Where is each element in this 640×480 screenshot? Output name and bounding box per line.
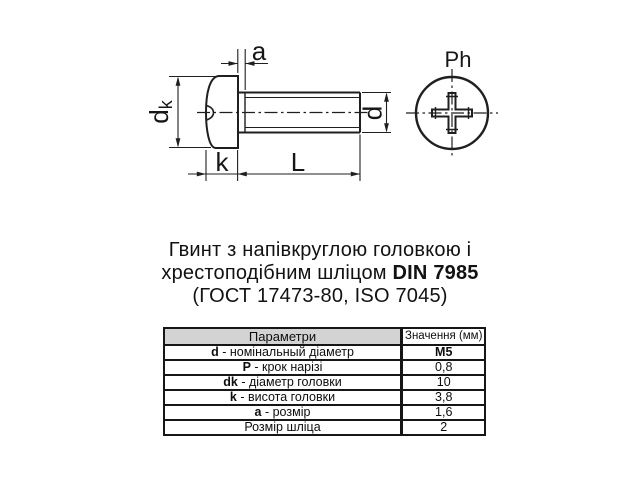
table-row (164, 420, 485, 435)
dim-label-d-main: d (357, 105, 388, 121)
spec-table-body (164, 345, 485, 435)
param-symbol: dk (223, 375, 238, 389)
dimension-d (358, 93, 392, 133)
dim-label-dk-sub: k (156, 100, 176, 110)
title-line-2-regular: хрестоподібним шліцом (161, 262, 387, 284)
param-symbol: k (229, 390, 237, 404)
dim-k-arrow (197, 172, 206, 177)
param-column-header: Параметри (164, 328, 402, 345)
title-standard-number: DIN 7985 (392, 262, 479, 284)
param-cell: k - висота головки (164, 390, 402, 405)
dim-label-L: L (290, 147, 306, 177)
title-block (0, 239, 640, 308)
table-row (164, 360, 485, 375)
head-center-lines (406, 69, 498, 157)
dim-dk-arrow-top (176, 77, 181, 86)
param-cell: Розмір шліца (164, 420, 402, 435)
dim-label-dk-main: d (144, 109, 174, 124)
table-row (164, 390, 485, 405)
dim-L-arrow-right (351, 172, 360, 177)
title-line-3: (ГОСТ 17473-80, ISO 7045) (192, 285, 448, 307)
dim-label-d (358, 106, 388, 120)
param-cell: a - розмір (164, 405, 402, 420)
technical-drawing (0, 0, 640, 230)
dim-label-dk (144, 99, 176, 123)
value-cell: 1,6 (402, 405, 486, 420)
param-cell: P - крок нарізі (164, 360, 402, 375)
screw-front-view (406, 47, 498, 157)
dim-label-k: k (215, 147, 229, 177)
title-line-2 (0, 262, 640, 285)
value-column-header: Значення (мм) (402, 328, 486, 345)
dim-dk-arrow-bottom (176, 138, 181, 147)
param-cell: dk - діаметр головки (164, 375, 402, 390)
value-cell: 0,8 (402, 360, 486, 375)
param-symbol: a (254, 405, 262, 419)
dim-label-a: a (251, 36, 267, 66)
table-row (164, 375, 485, 390)
dim-d-arrow-bottom (384, 123, 389, 132)
table-row (164, 405, 485, 420)
value-cell: M5 (402, 345, 486, 360)
dim-L-arrow-left (238, 172, 247, 177)
table-row (164, 345, 485, 360)
dim-a-arrow-left (229, 61, 238, 66)
dim-d-arrow-top (384, 93, 389, 102)
value-cell: 3,8 (402, 390, 486, 405)
title-line-1: Гвинт з напівкруглою головкою і (168, 239, 472, 261)
param-cell: d - номінальный діаметр (164, 345, 402, 360)
table-header-row (164, 328, 485, 345)
param-symbol: d (211, 345, 219, 359)
spec-table (163, 327, 486, 436)
head-view-label: Ph (444, 47, 472, 72)
screw-side-view (197, 76, 369, 148)
value-cell: 10 (402, 375, 486, 390)
param-symbol: P (242, 360, 251, 374)
value-cell: 2 (402, 420, 486, 435)
